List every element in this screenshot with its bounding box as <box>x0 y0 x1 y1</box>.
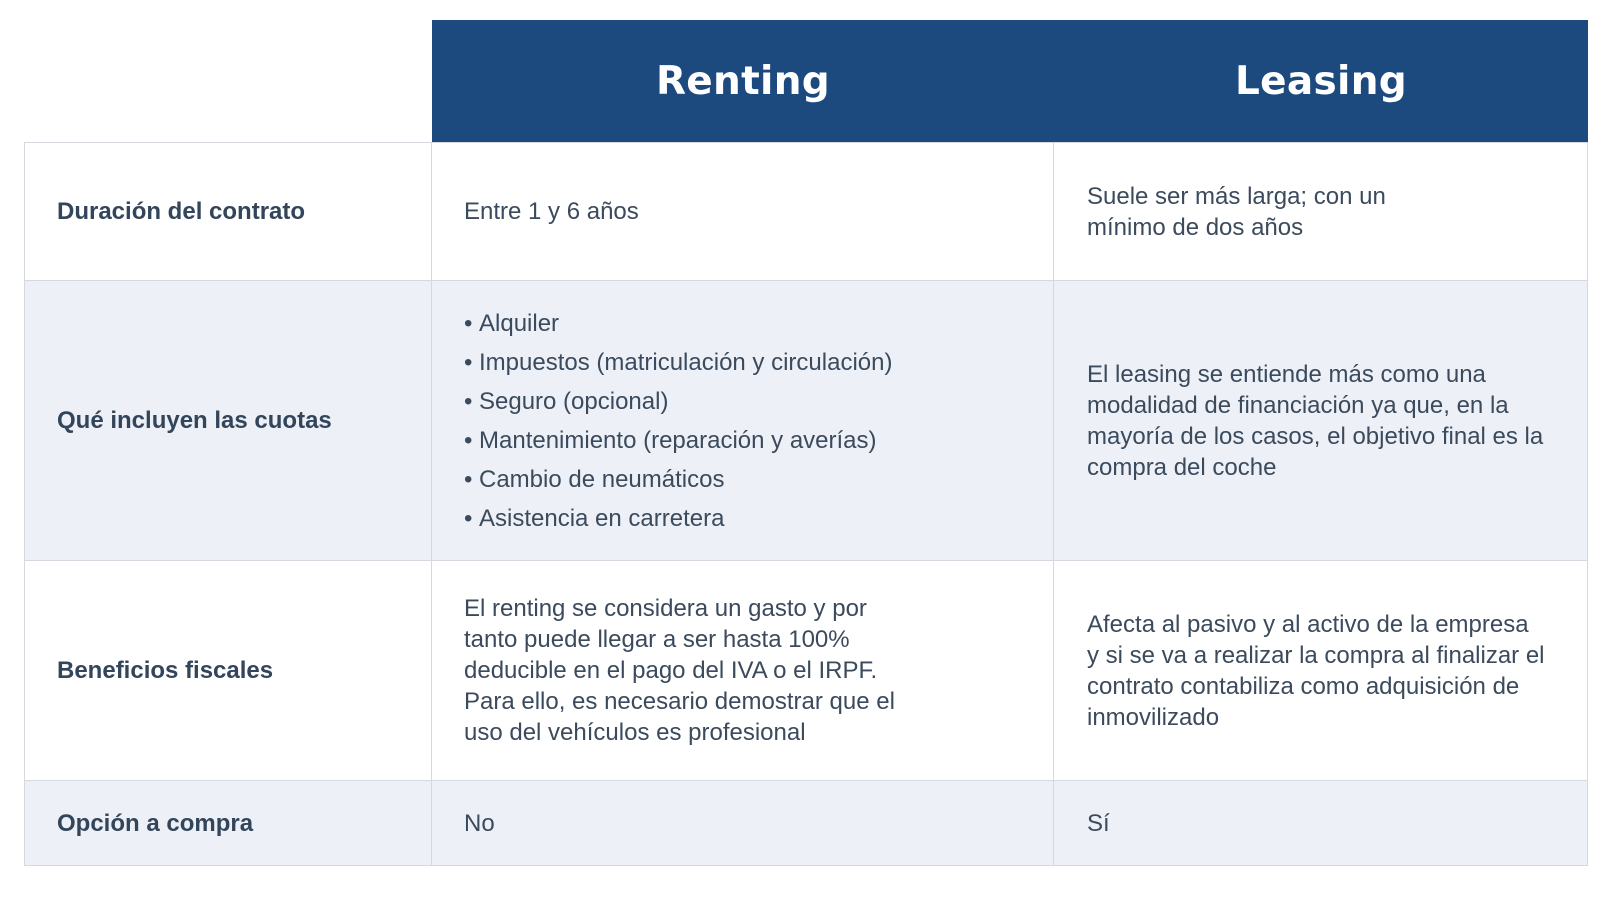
list-item <box>464 382 892 421</box>
list-item <box>464 460 892 499</box>
leasing-purchase: Sí <box>1087 809 1110 837</box>
row-label-tax: Beneficios fiscales <box>25 561 432 780</box>
bullet-icon: • <box>464 309 473 337</box>
header-empty-cell <box>24 20 432 142</box>
list-item <box>464 343 892 382</box>
table-row-tax <box>24 561 1588 781</box>
bullet-icon: • <box>464 426 473 454</box>
renting-tax <box>432 561 1054 780</box>
leasing-tax-text: Afecta al pasivo y al activo de la empresa y si se va a realizar la compra al finalizar el contrato contabiliza como adquisición de inmovilizado <box>1087 610 1545 731</box>
list-item-text: Mantenimiento (reparación y averías) <box>479 426 877 454</box>
bullet-icon: • <box>464 504 473 532</box>
leasing-duration-text: Suele ser más larga; con un mínimo de dos años <box>1087 182 1386 241</box>
header-leasing: Leasing <box>1054 20 1588 142</box>
list-item-text: Seguro (opcional) <box>479 387 669 415</box>
renting-duration-text: Entre 1 y 6 años <box>464 198 639 225</box>
comparison-table <box>24 20 1588 866</box>
list-item-text: Cambio de neumáticos <box>479 465 725 493</box>
header-renting: Renting <box>432 20 1054 142</box>
leasing-duration <box>1054 143 1587 280</box>
renting-duration <box>432 143 1054 280</box>
table-header-row <box>24 20 1588 142</box>
bullet-icon: • <box>464 348 473 376</box>
row-label-purchase: Opción a compra <box>25 781 432 865</box>
list-item <box>464 421 892 460</box>
renting-fees-list <box>464 304 892 538</box>
table-row-purchase <box>24 781 1588 866</box>
row-label-fees: Qué incluyen las cuotas <box>25 281 432 560</box>
bullet-icon: • <box>464 387 473 415</box>
list-item-text: Impuestos (matriculación y circulación) <box>479 348 893 376</box>
renting-tax-text: El renting se considera un gasto y por tanto puede llegar a ser hasta 100% deducible en el pago del IVA o el IRPF. Para ello, es necesario demostrar que el uso del vehículos es profesional <box>464 595 895 746</box>
table-row-duration <box>24 142 1588 281</box>
list-item <box>464 499 892 538</box>
row-label-duration: Duración del contrato <box>25 143 432 280</box>
leasing-fees-text: El leasing se entiende más como una modalidad de financiación ya que, en la mayoría de los casos, el objetivo final es la compra del coche <box>1087 360 1544 481</box>
renting-purchase: No <box>432 781 1054 865</box>
renting-fees <box>432 281 1054 560</box>
list-item-text: Asistencia en carretera <box>479 504 725 532</box>
list-item-text: Alquiler <box>479 309 560 337</box>
leasing-tax <box>1054 561 1587 780</box>
list-item <box>464 304 892 343</box>
bullet-icon: • <box>464 465 473 493</box>
table-row-fees <box>24 281 1588 561</box>
leasing-fees <box>1054 281 1587 560</box>
